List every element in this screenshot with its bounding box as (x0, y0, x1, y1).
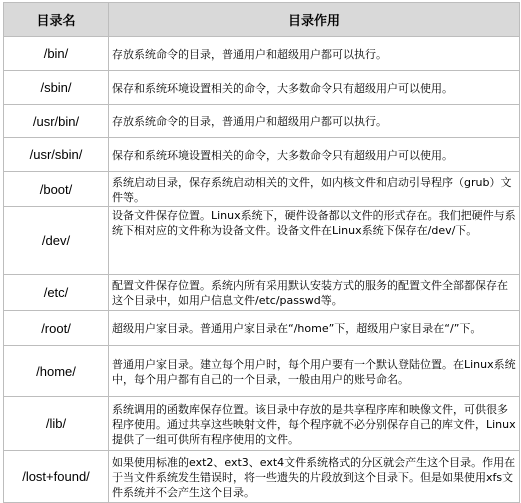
dir-name-cell: /dev/ (4, 207, 109, 275)
dir-name-cell: /etc/ (4, 275, 109, 311)
table-row (4, 172, 520, 207)
table-row (4, 207, 520, 275)
dir-desc-cell: 保存和系统环境设置相关的命令，大多数命令只有超级用户可以使用。 (109, 138, 520, 172)
dir-name-cell: /root/ (4, 311, 109, 346)
dir-desc-cell: 存放系统命令的目录，普通用户和超级用户都可以执行。 (109, 105, 520, 138)
dir-desc-cell: 系统调用的函数库保存位置。该目录中存放的是共享程序库和映像文件，可供很多程序使用。通过共享这些映射文件，每个程序就不必分别保存自己的库文件，Linux提供了一组可供所有程序使用的文件。 (109, 397, 520, 451)
dir-desc-cell: 设备文件保存位置。Linux系统下，硬件设备都以文件的形式存在。我们把硬件与系统下相对应的文件称为设备文件。设备文件在Linux系统下保存在/dev/下。 (109, 207, 520, 275)
dir-name-cell: /bin/ (4, 37, 109, 71)
header-row (4, 3, 520, 37)
table-row (4, 37, 520, 71)
table-row (4, 346, 520, 397)
dir-name-cell: /home/ (4, 346, 109, 397)
dir-name-cell: /usr/bin/ (4, 105, 109, 138)
dir-name-cell: /boot/ (4, 172, 109, 207)
table-row (4, 451, 520, 503)
table-row (4, 138, 520, 172)
dir-name-cell: /lost+found/ (4, 451, 109, 503)
dir-desc-cell: 存放系统命令的目录，普通用户和超级用户都可以执行。 (109, 37, 520, 71)
table-row (4, 71, 520, 105)
table-row (4, 397, 520, 451)
dir-desc-cell: 配置文件保存位置。系统内所有采用默认安装方式的服务的配置文件全部都保存在这个目录中，如用户信息文件/etc/passwd等。 (109, 275, 520, 311)
dir-desc-cell: 如果使用标准的ext2、ext3、ext4文件系统格式的分区就会产生这个目录。作用在于当文件系统发生错误时，将一些遗失的片段放到这个目录下。但是如果使用xfs文件系统并不会产生这个目录。 (109, 451, 520, 503)
table-row (4, 275, 520, 311)
dir-desc-cell: 系统启动目录，保存系统启动相关的文件，如内核文件和启动引导程序（grub）文件等。 (109, 172, 520, 207)
dir-name-cell: /sbin/ (4, 71, 109, 105)
dir-desc-cell: 普通用户家目录。建立每个用户时，每个用户要有一个默认登陆位置。在Linux系统中，每个用户都有自己的一个目录，一般由用户的账号命名。 (109, 346, 520, 397)
dir-desc-cell: 超级用户家目录。普通用户家目录在“/home”下，超级用户家目录在“/”下。 (109, 311, 520, 346)
dir-name-cell: /usr/sbin/ (4, 138, 109, 172)
table-row (4, 105, 520, 138)
dir-name-cell: /lib/ (4, 397, 109, 451)
header-dir-name: 目录名 (4, 3, 109, 37)
table-row (4, 311, 520, 346)
dir-desc-cell: 保存和系统环境设置相关的命令，大多数命令只有超级用户可以使用。 (109, 71, 520, 105)
directory-table (3, 2, 520, 503)
header-dir-purpose: 目录作用 (109, 3, 520, 37)
